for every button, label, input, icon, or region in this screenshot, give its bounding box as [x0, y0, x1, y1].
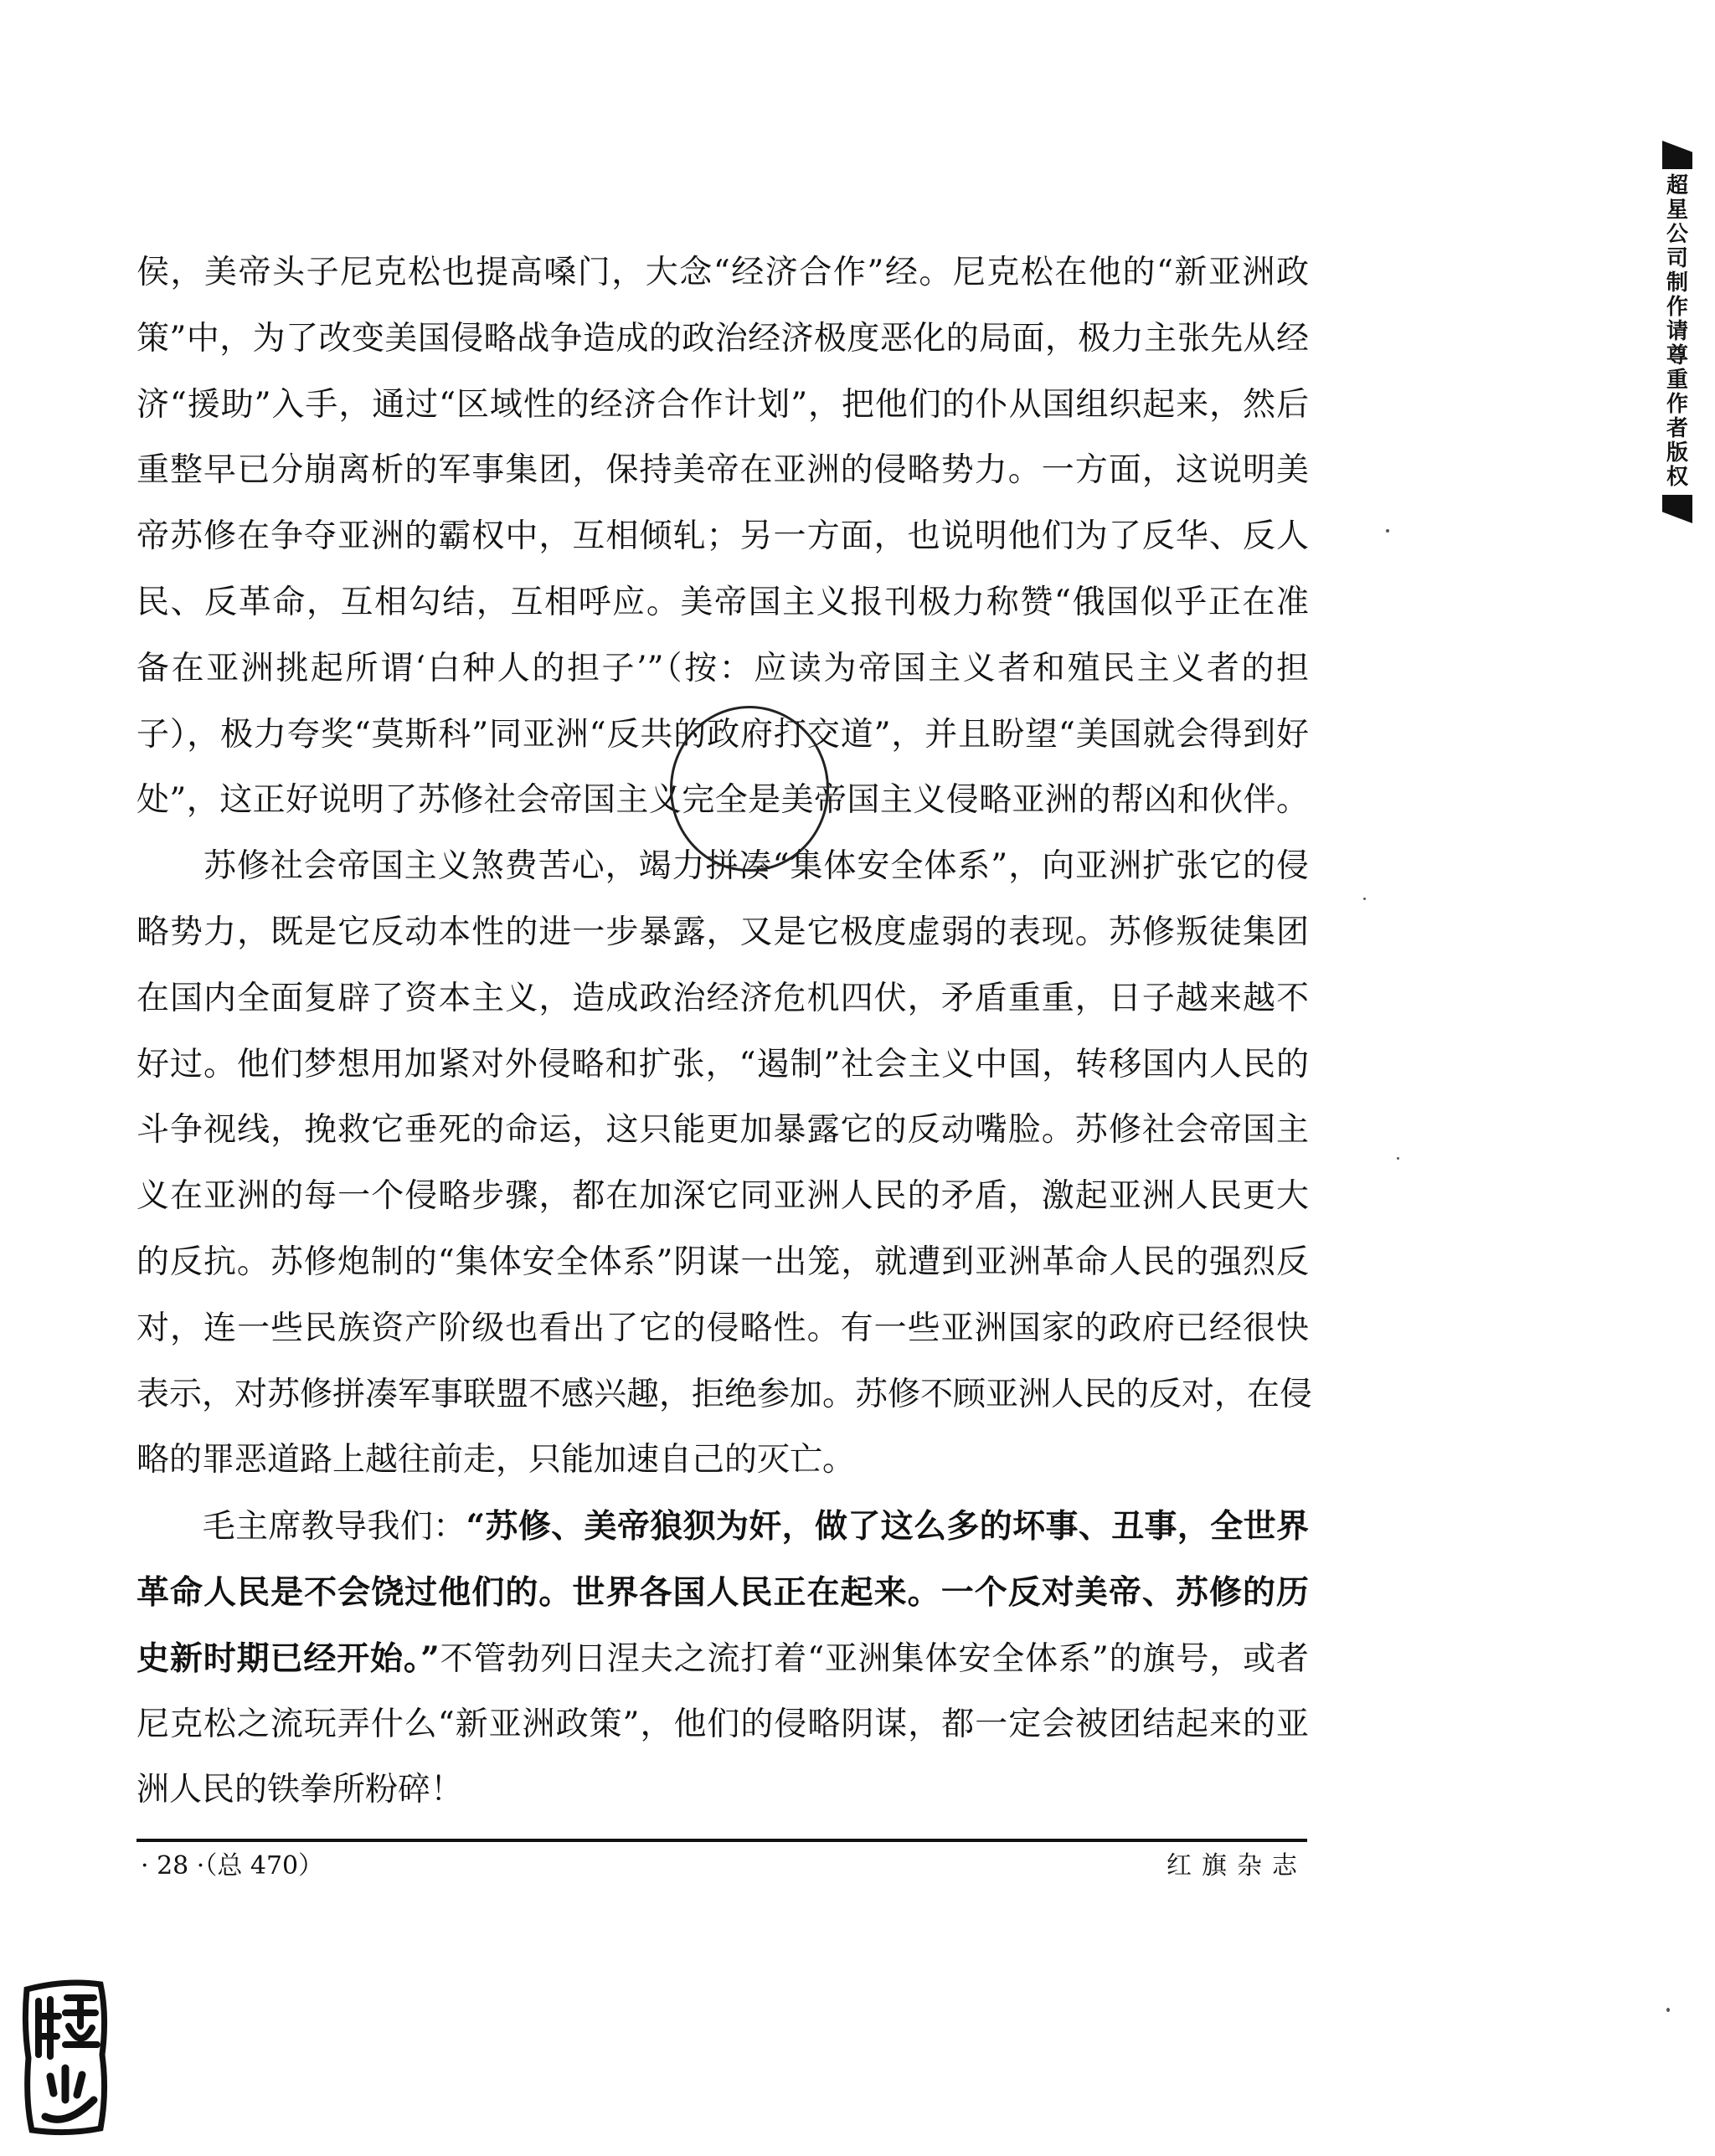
- text-line: 在国内全面复辟了资本主义，造成政治经济危机四伏，矛盾重重，日子越来越不: [136, 979, 1309, 1017]
- text-line: 斗争视线，挽救它垂死的命运，这只能更加暴露它的反动嘴脸。苏修社会帝国主: [136, 1111, 1309, 1150]
- text-line: 备在亚洲挑起所谓‘白种人的担子’”（按：应读为帝国主义者和殖民主义者的担: [136, 649, 1309, 687]
- text-line: 帝苏修在争夺亚洲的霸权中，互相倾轧；另一方面，也说明他们为了反华、反人: [136, 517, 1309, 556]
- notice-bar-top: [1662, 141, 1692, 169]
- chairman-quote-end: 史新时期已经开始。”: [136, 1639, 440, 1678]
- text-line: 义在亚洲的每一个侵略步骤，都在加深它同亚洲人民的矛盾，激起亚洲人民更大: [136, 1177, 1309, 1216]
- scan-speck: [1397, 1157, 1399, 1160]
- text-line: 重整早已分崩离析的军事集团，保持美帝在亚洲的侵略势力。一方面，这说明美: [136, 451, 1309, 490]
- article-body: [136, 240, 1313, 1824]
- chairman-quote: “苏修、美帝狼狈为奸，做了这么多的坏事、丑事，全世界: [466, 1507, 1309, 1546]
- text-line: 子），极力夸奖“莫斯科”同亚洲“反共的政府打交道”，并且盼望“美国就会得到好: [136, 715, 1309, 754]
- quote-line: [136, 1494, 1309, 1560]
- scan-speck: [1386, 529, 1389, 533]
- quote-lead: 毛主席教导我们：: [136, 1508, 466, 1546]
- text-line: 好过。他们梦想用加紧对外侵略和扩张，“遏制”社会主义中国，转移国内人民的: [136, 1045, 1309, 1083]
- text-line: 洲人民的铁拳所粉碎！: [136, 1771, 464, 1809]
- text-line: 民、反革命，互相勾结，互相呼应。美帝国主义报刊极力称赞“俄国似乎正在准: [136, 583, 1309, 621]
- seal-stamp: [17, 1974, 114, 2138]
- quote-follow-text: 不管勃列日涅夫之流打着“亚洲集体安全体系”的旗号，或者: [439, 1639, 1309, 1678]
- text-line: 济“援助”入手，通过“区域性的经济合作计划”，把他们的仆从国组织起来，然后: [136, 385, 1309, 424]
- text-line: 表示，对苏修拼凑军事联盟不感兴趣，拒绝参加。苏修不顾亚洲人民的反对，在侵: [136, 1375, 1313, 1413]
- text-line: 侯，美帝头子尼克松也提高嗓门，大念“经济合作”经。尼克松在他的“新亚洲政: [136, 254, 1309, 291]
- scan-speck: [1363, 898, 1366, 900]
- scan-speck: [1666, 2008, 1670, 2012]
- page-number: · 28 ·（总 470）: [141, 1851, 324, 1881]
- text-line: 苏修社会帝国主义煞费苦心，竭力拼凑“集体安全体系”，向亚洲扩张它的侵: [136, 847, 1309, 886]
- notice-bar-bottom: [1662, 495, 1692, 523]
- text-line: 尼克松之流玩弄什么“新亚洲政策”，他们的侵略阴谋，都一定会被团结起来的亚: [136, 1705, 1309, 1743]
- copyright-notice-text: 超星公司制作请尊重作者版权: [1666, 173, 1688, 490]
- footer-rule: [136, 1839, 1307, 1842]
- quote-line: [136, 1626, 1309, 1692]
- text-line: 策”中，为了改变美国侵略战争造成的政治经济极度恶化的局面，极力主张先从经: [136, 319, 1309, 358]
- quote-line: 革命人民是不会饶过他们的。世界各国人民正在起来。一个反对美帝、苏修的历: [136, 1572, 1309, 1612]
- text-line: 略势力，既是它反动本性的进一步暴露，又是它极度虚弱的表现。苏修叛徒集团: [136, 913, 1309, 951]
- text-line: 对，连一些民族资产阶级也看出了它的侵略性。有一些亚洲国家的政府已经很快: [136, 1309, 1309, 1347]
- publication-name: 红旗杂志: [1167, 1851, 1307, 1881]
- text-line: 略的罪恶道路上越往前走，只能加速自己的灭亡。: [136, 1441, 856, 1479]
- copyright-notice-strip: [1662, 141, 1696, 523]
- text-line: 的反抗。苏修炮制的“集体安全体系”阴谋一出笼，就遭到亚洲革命人民的强烈反: [136, 1243, 1309, 1281]
- text-line: 处”，这正好说明了苏修社会帝国主义完全是美帝国主义侵略亚洲的帮凶和伙伴。: [136, 781, 1309, 820]
